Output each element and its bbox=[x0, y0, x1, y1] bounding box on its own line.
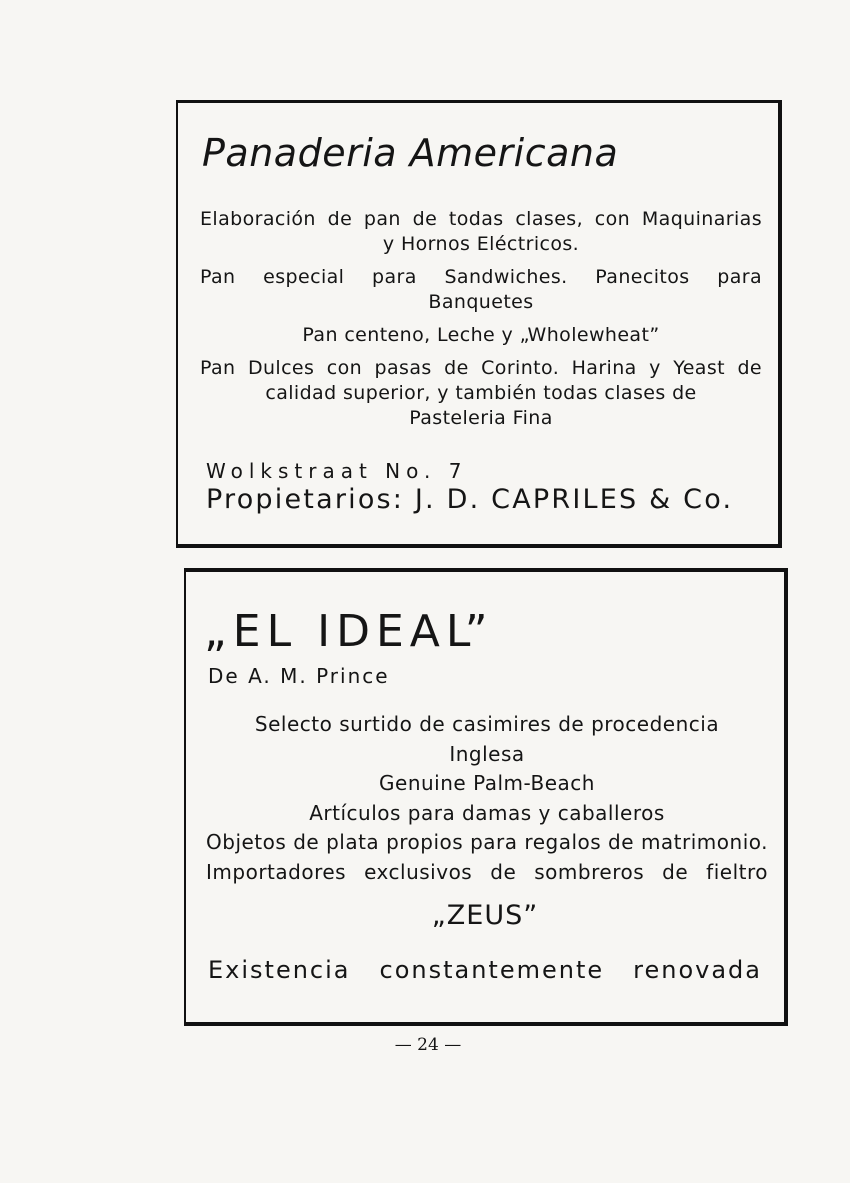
ad-body bbox=[200, 207, 762, 431]
ad-line: Pan especial para Sandwiches. Panecitos para bbox=[200, 266, 762, 288]
advertisement-el-ideal bbox=[184, 568, 788, 1026]
ad-title: „EL IDEAL” bbox=[204, 606, 494, 657]
ad-owners: Propietarios: J. D. CAPRILES & Co. bbox=[206, 484, 734, 515]
ad-stock-line: Existencia constantemente renovada bbox=[208, 956, 762, 984]
ad-line: Pan centeno, Leche y „Wholewheat” bbox=[302, 324, 660, 346]
ad-line: Genuine Palm-Beach bbox=[379, 771, 595, 795]
ad-title: Panaderia Americana bbox=[202, 131, 619, 175]
ad-line: Pan Dulces con pasas de Corinto. Harina y Yeast de bbox=[200, 357, 762, 379]
ad-line: calidad superior, y también todas clases de bbox=[265, 382, 697, 404]
ad-line: Importadores exclusivos de sombreros de fieltro bbox=[206, 859, 768, 884]
advertisement-panaderia-americana bbox=[176, 100, 782, 548]
ad-subtitle: De A. M. Prince bbox=[208, 664, 390, 688]
ad-line: Pasteleria Fina bbox=[409, 407, 553, 429]
ad-line: Banquetes bbox=[428, 291, 534, 313]
ad-line: Selecto surtido de casimires de procedencia bbox=[254, 712, 720, 736]
page-number: — 24 — bbox=[394, 1035, 462, 1055]
ad-address: Wolkstraat No. 7 bbox=[206, 459, 468, 483]
ad-line: Artículos para damas y caballeros bbox=[309, 800, 665, 825]
ad-line: Elaboración de pan de todas clases, con Maquinarias bbox=[200, 208, 762, 230]
ad-line: Inglesa bbox=[449, 741, 525, 766]
ad-line: Objetos de plata propios para regalos de matrimonio. bbox=[206, 830, 768, 854]
ad-brand: „ZEUS” bbox=[431, 900, 539, 931]
ad-body bbox=[206, 710, 768, 887]
ad-line: y Hornos Eléctricos. bbox=[382, 233, 580, 255]
